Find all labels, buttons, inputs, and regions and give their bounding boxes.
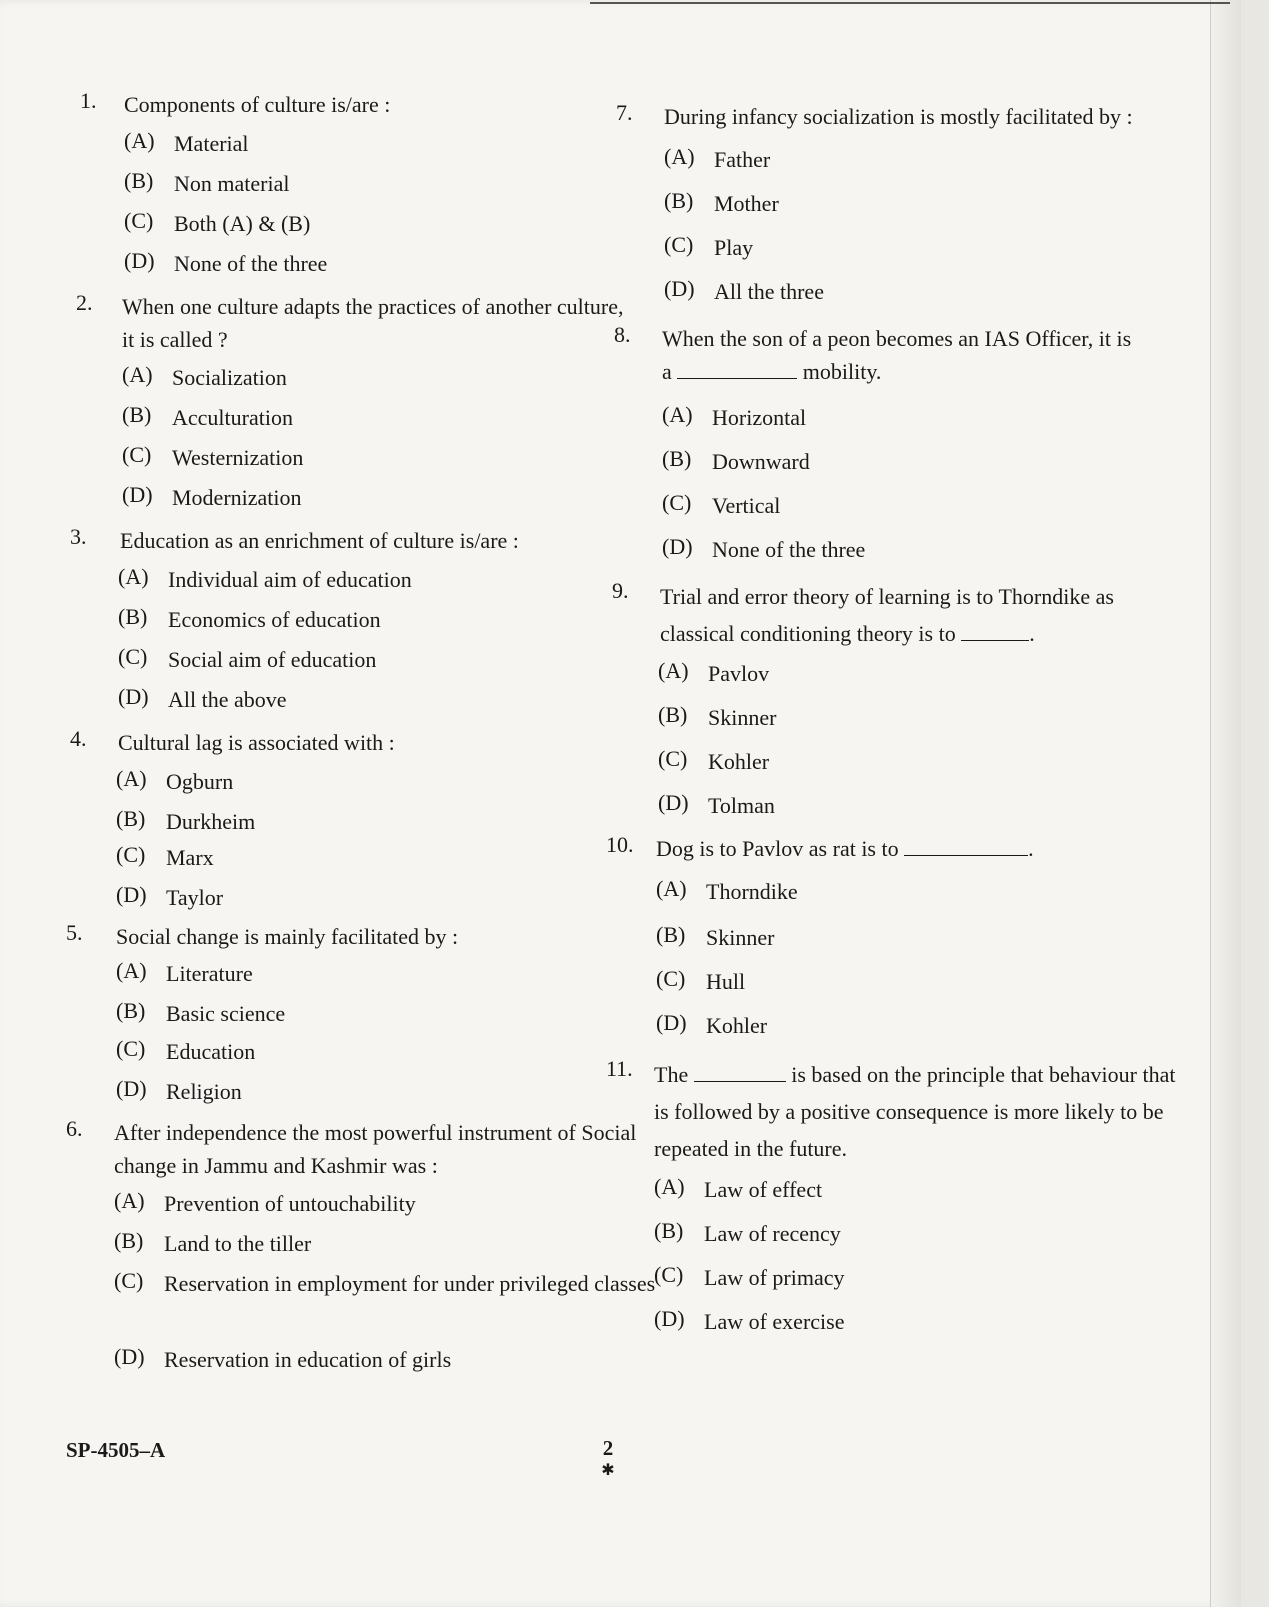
page-number: 2 [602,1436,614,1460]
question-text: Social change is mainly facilitated by : [116,924,459,949]
question-number: 2. [76,290,93,315]
question-number: 10. [606,832,634,857]
fill-blank [961,622,1029,641]
question-text: When one culture adapts the practices of another culture, it is called ? [122,294,624,352]
question-number: 9. [612,578,629,603]
fill-blank [677,360,797,379]
question-number: 1. [80,88,97,113]
question-number: 5. [66,920,83,945]
fill-blank [694,1063,786,1082]
fill-blank [904,837,1028,856]
star-icon: ✱ [601,1462,615,1479]
question-number: 8. [614,322,631,347]
question-text: When the son of a peon becomes an IAS Officer, it is a mobility. [662,326,1132,384]
question-text: Dog is to Pavlov as rat is to . [656,836,1034,861]
paper-code: SP-4505–A [66,1438,166,1462]
question-number: 11. [606,1056,633,1081]
question-number: 6. [66,1116,83,1141]
top-rule [590,2,1230,4]
question-text: After independence the most powerful instrument of Social change in Jammu and Kashmir was : [114,1120,637,1178]
question-number: 7. [616,100,633,125]
question-text: The is based on the principle that behaviour that is followed by a positive consequence is more likely to be repeated in the future. [654,1062,1176,1161]
question-number: 3. [70,524,87,549]
question-number: 4. [70,726,87,751]
question-text: Cultural lag is associated with : [118,730,395,755]
question-text: During infancy socialization is mostly facilitated by : [664,104,1133,129]
page-edge [1210,0,1241,1607]
question-text: Education as an enrichment of culture is/are : [120,528,519,553]
question-text: Components of culture is/are : [124,92,391,117]
question-text: Trial and error theory of learning is to Thorndike as classical conditioning theory is to . [660,584,1114,646]
